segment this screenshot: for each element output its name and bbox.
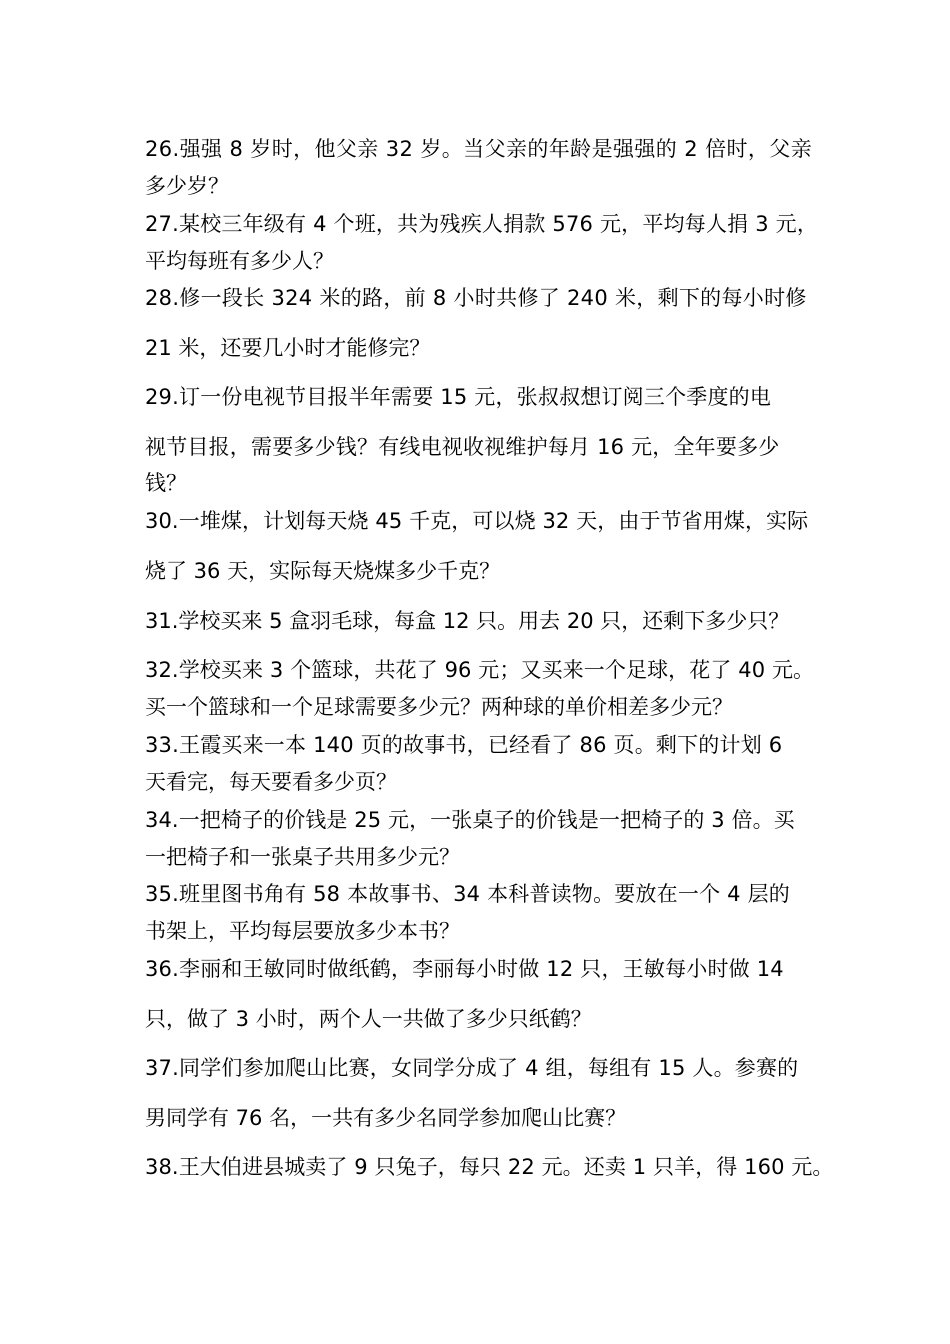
problem-34-line-2: 一把椅子和一张桌子共用多少元？ <box>145 845 460 869</box>
problem-32-line-1: 32.学校买来 3 个篮球，共花了 96 元；又买来一个足球，花了 40 元。 <box>145 658 815 682</box>
problem-27-line-2: 平均每班有多少人？ <box>145 249 334 273</box>
problem-38-line-1: 38.王大伯进县城卖了 9 只兔子，每只 22 元。还卖 1 只羊，得 160 元。 <box>145 1155 834 1179</box>
problem-35-line-1: 35.班里图书角有 58 本故事书、34 本科普读物。要放在一个 4 层的 <box>145 882 790 906</box>
problem-35-line-2: 书架上，平均每层要放多少本书？ <box>145 919 460 943</box>
problem-37-line-2: 男同学有 76 名，一共有多少名同学参加爬山比赛？ <box>145 1106 627 1130</box>
problem-26-line-2: 多少岁？ <box>145 174 229 198</box>
problem-37-line-1: 37.同学们参加爬山比赛，女同学分成了 4 组，每组有 15 人。参赛的 <box>145 1056 799 1080</box>
problem-32-line-2: 买一个篮球和一个足球需要多少元？两种球的单价相差多少元？ <box>145 695 733 719</box>
problem-30-line-2: 烧了 36 天，实际每天烧煤多少千克？ <box>145 559 501 583</box>
problem-29-line-3: 钱？ <box>145 471 187 495</box>
problem-36-line-1: 36.李丽和王敏同时做纸鹤，李丽每小时做 12 只，王敏每小时做 14 <box>145 957 784 981</box>
problem-26-line-1: 26.强强 8 岁时，他父亲 32 岁。当父亲的年龄是强强的 2 倍时，父亲 <box>145 137 813 161</box>
problem-29-line-1: 29.订一份电视节目报半年需要 15 元，张叔叔想订阅三个季度的电 <box>145 385 772 409</box>
problem-27-line-1: 27.某校三年级有 4 个班，共为残疾人捐款 576 元，平均每人捐 3 元， <box>145 212 819 236</box>
problem-33-line-1: 33.王霞买来一本 140 页的故事书，已经看了 86 页。剩下的计划 6 <box>145 733 783 757</box>
problem-29-line-2: 视节目报，需要多少钱？有线电视收视维护每月 16 元，全年要多少 <box>145 435 780 459</box>
problem-28-line-1: 28.修一段长 324 米的路，前 8 小时共修了 240 米，剩下的每小时修 <box>145 286 807 310</box>
problem-36-line-2: 只，做了 3 小时，两个人一共做了多少只纸鹤？ <box>145 1007 592 1031</box>
problem-28-line-2: 21 米，还要几小时才能修完？ <box>145 336 431 360</box>
problem-34-line-1: 34.一把椅子的价钱是 25 元，一张桌子的价钱是一把椅子的 3 倍。买 <box>145 808 795 832</box>
problem-33-line-2: 天看完，每天要看多少页？ <box>145 770 397 794</box>
problem-31-line-1: 31.学校买来 5 盒羽毛球，每盒 12 只。用去 20 只，还剩下多少只？ <box>145 609 790 633</box>
problem-30-line-1: 30.一堆煤，计划每天烧 45 千克，可以烧 32 天，由于节省用煤，实际 <box>145 509 809 533</box>
